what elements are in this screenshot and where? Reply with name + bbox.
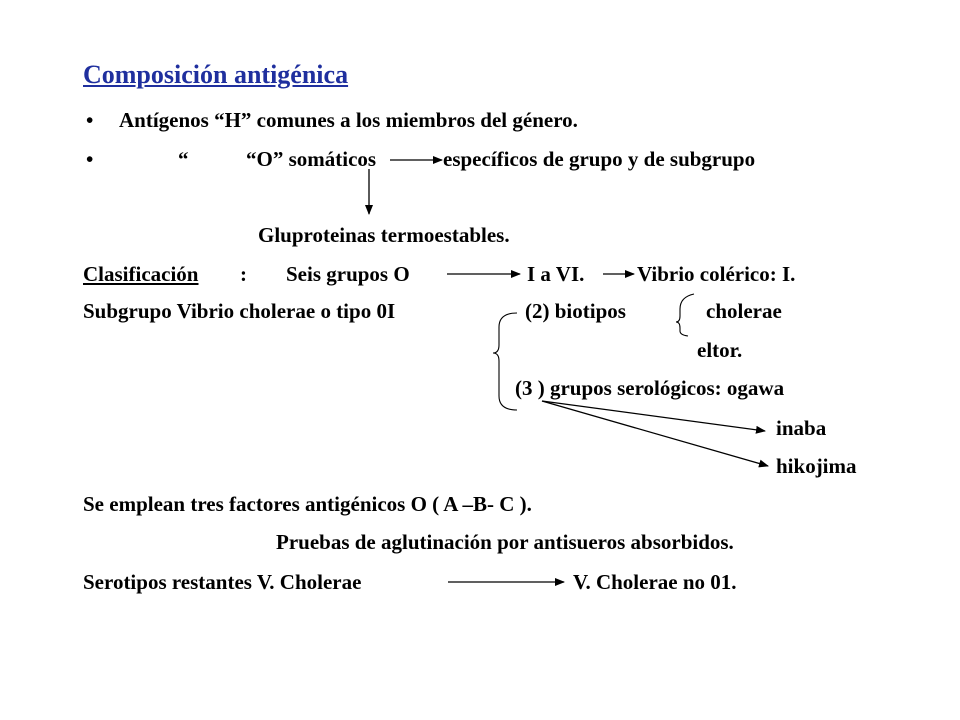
o-specific-text: específicos de grupo y de subgrupo	[443, 147, 756, 171]
ditto-quote: “	[178, 147, 189, 171]
o-somatic-label: “O” somáticos	[246, 147, 377, 171]
biotypes-text: (2) biotipos	[525, 299, 626, 323]
arrow-to-inaba	[542, 401, 765, 431]
classification-label: Clasificación	[83, 262, 199, 286]
bullet-2: •	[86, 147, 94, 171]
serogroup-inaba: inaba	[776, 416, 827, 440]
six-groups-text: Seis grupos O	[286, 262, 410, 286]
subgroup-line: Subgrupo Vibrio cholerae o tipo 0I	[83, 299, 396, 323]
serological-groups-text: (3 ) grupos serológicos: ogawa	[515, 376, 785, 400]
arrow-to-hikojima	[542, 401, 768, 466]
remaining-serotypes-text: Serotipos restantes V. Cholerae	[83, 570, 362, 594]
groups-range-text: I a VI.	[527, 262, 585, 286]
antigenic-factors-line: Se emplean tres factores antigénicos O ( A –B- C ).	[83, 492, 532, 516]
classification-colon: :	[240, 262, 247, 286]
biotype-cholerae: cholerae	[706, 299, 782, 323]
bullet-1: •	[86, 108, 94, 132]
non-o1-text: V. Cholerae no 01.	[573, 570, 737, 594]
slide-title: Composición antigénica	[83, 60, 349, 89]
line-h-antigens: Antígenos “H” comunes a los miembros del género.	[119, 108, 578, 132]
serogroup-hikojima: hikojima	[776, 454, 857, 478]
gluproteins-line: Gluproteinas termoestables.	[258, 223, 510, 247]
vibrio-cholera-text: Vibrio colérico: I.	[637, 262, 796, 286]
agglutination-line: Pruebas de aglutinación por antisueros absorbidos.	[276, 530, 734, 554]
biotypes-bracket	[676, 294, 694, 336]
biotype-eltor: eltor.	[697, 338, 743, 362]
left-bracket	[493, 313, 517, 410]
